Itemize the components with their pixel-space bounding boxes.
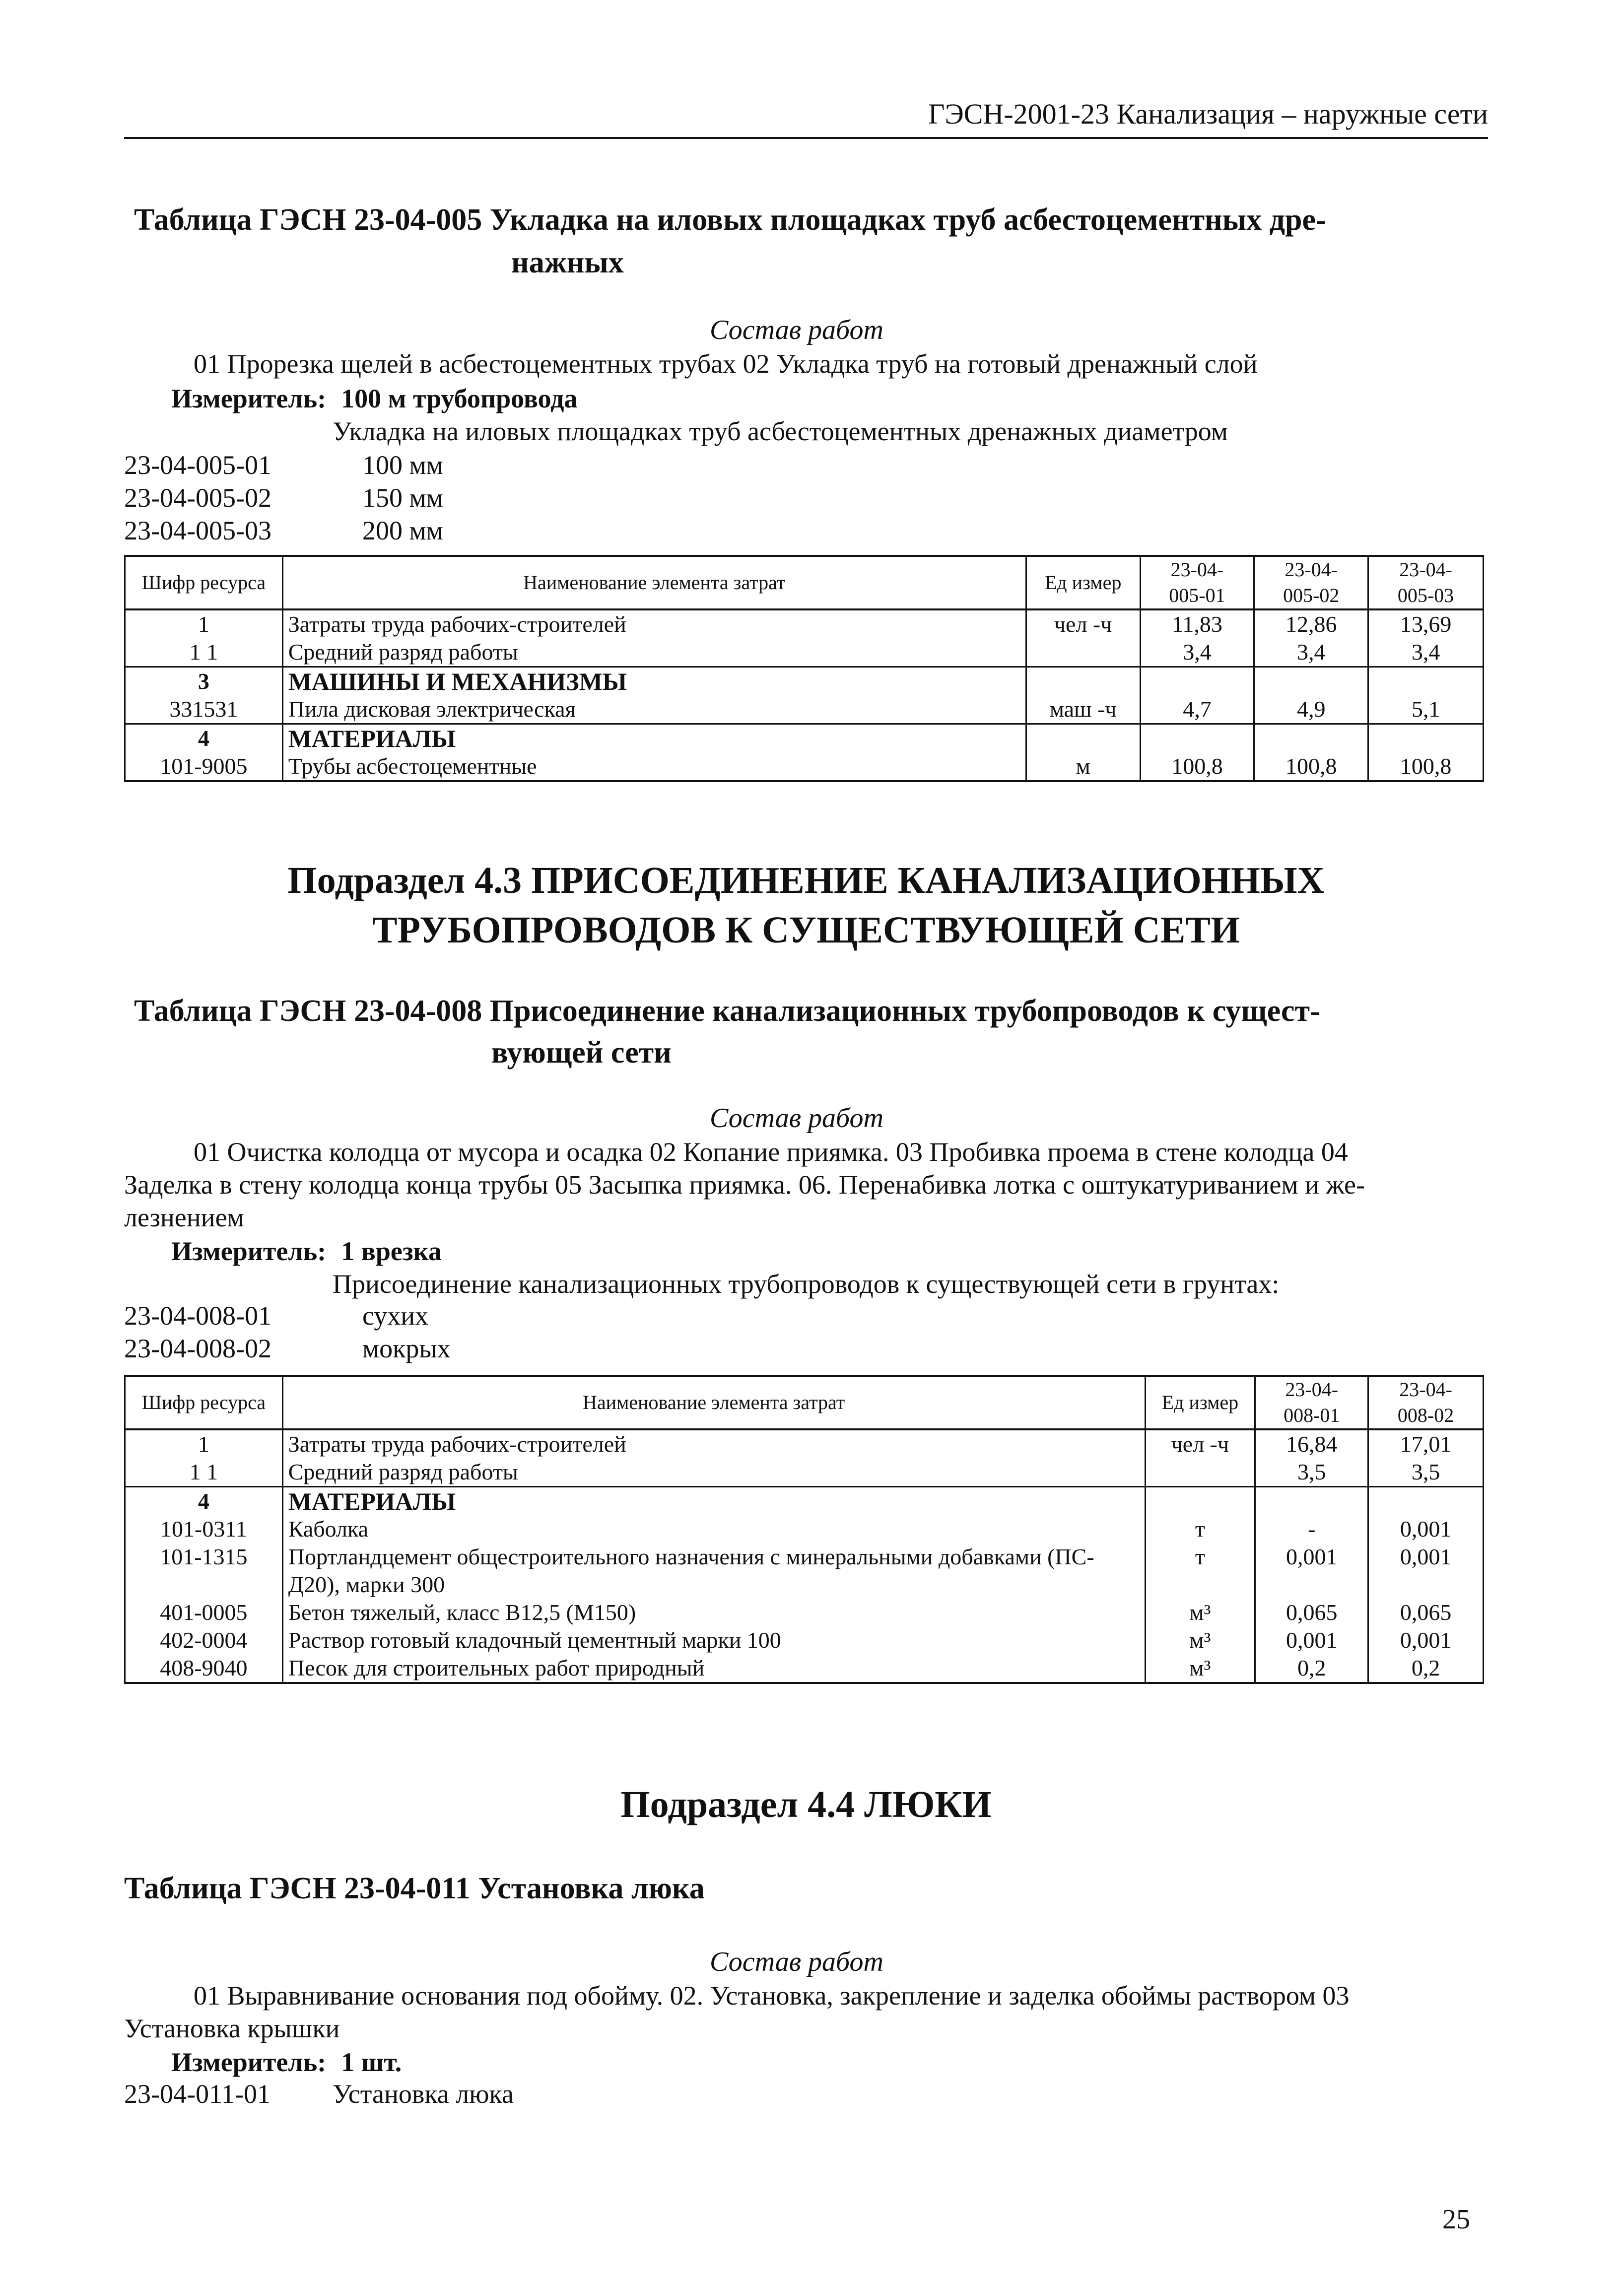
cell-value: 0,2 xyxy=(1255,1654,1368,1683)
variant-group-title: Присоединение канализационных трубопроводов к существующей сети в грунтах: xyxy=(333,1269,1280,1299)
cell-code: 408-9040 xyxy=(125,1654,283,1683)
cell-name: Раствор готовый кладочный цементный марки 100 xyxy=(282,1626,1145,1654)
cell-name: Каболка xyxy=(282,1515,1145,1543)
measurer-value: 1 врезка xyxy=(341,1236,442,1266)
cell-name: Пила дисковая электрическая xyxy=(282,695,1026,724)
cell-value: 0,2 xyxy=(1368,1654,1484,1683)
variant-group-title: Укладка на иловых площадках труб асбестоцементных дренажных диаметром xyxy=(333,416,1228,446)
measurer xyxy=(171,1234,442,1269)
cell-value: 0,065 xyxy=(1255,1599,1368,1626)
variant-code: 23-04-008-01 xyxy=(124,1301,271,1331)
cell-value xyxy=(1254,667,1368,696)
cell-unit: чел -ч xyxy=(1026,609,1140,638)
cell-name: Средний разряд работы xyxy=(282,1458,1145,1487)
measurer xyxy=(171,2045,402,2080)
cell-unit: м xyxy=(1026,752,1140,781)
col-header-code: Шифр ресурса xyxy=(125,556,283,609)
col-header-variant-3: 23-04- 005-03 xyxy=(1368,556,1484,609)
variant-text: мокрых xyxy=(362,1334,451,1363)
cell-value: 0,001 xyxy=(1368,1515,1484,1543)
measurer xyxy=(171,381,577,416)
variant-code: 23-04-005-02 xyxy=(124,483,271,513)
variant-code: 23-04-011-01 xyxy=(124,2079,271,2109)
cell-value: 3,4 xyxy=(1140,638,1254,667)
variant-code: 23-04-005-01 xyxy=(124,450,271,480)
cell-value: 0,001 xyxy=(1368,1543,1484,1599)
cell-unit xyxy=(1145,1458,1255,1487)
col-header-variant-2: 23-04- 005-02 xyxy=(1254,556,1368,609)
cell-code: 401-0005 xyxy=(125,1599,283,1626)
variant-text: 150 мм xyxy=(362,483,443,513)
works-list-line: лезнением xyxy=(124,1203,244,1232)
cell-code: 4 xyxy=(125,1487,283,1516)
works-composition-label: Состав работ xyxy=(710,1103,883,1134)
resource-table-008 xyxy=(124,1375,1484,1684)
cell-value: 13,69 xyxy=(1368,609,1484,638)
col-header-name: Наименование элемента затрат xyxy=(282,556,1026,609)
table-title-011: Таблица ГЭСН 23-04-011 Установка люка xyxy=(124,1872,705,1905)
table-row xyxy=(125,1458,1484,1487)
cell-unit: т xyxy=(1145,1515,1255,1543)
resource-table-005 xyxy=(124,555,1484,782)
cell-code: 1 1 xyxy=(125,1458,283,1487)
cell-value: 3,4 xyxy=(1254,638,1368,667)
cell-name: Песок для строительных работ природный xyxy=(282,1654,1145,1683)
cell-value: 16,84 xyxy=(1255,1429,1368,1458)
cell-code: 331531 xyxy=(125,695,283,724)
table-title-005-line2: нажных xyxy=(511,246,624,279)
cell-name: Трубы асбестоцементные xyxy=(282,752,1026,781)
cell-value xyxy=(1254,724,1368,753)
table-row xyxy=(125,1543,1484,1599)
cell-value: 17,01 xyxy=(1368,1429,1484,1458)
cell-value xyxy=(1255,1487,1368,1516)
col-header-unit: Ед измер xyxy=(1026,556,1140,609)
col-header-variant-1: 23-04- 008-01 xyxy=(1255,1376,1368,1429)
cell-unit xyxy=(1026,667,1140,696)
cell-code: 1 1 xyxy=(125,638,283,667)
variant-text: сухих xyxy=(362,1301,429,1331)
cell-value xyxy=(1140,667,1254,696)
table-row xyxy=(125,1429,1484,1458)
cell-unit: м³ xyxy=(1145,1599,1255,1626)
works-list-line: Установка крышки xyxy=(124,2014,340,2043)
table-row xyxy=(125,1487,1484,1516)
cell-value: 0,001 xyxy=(1255,1626,1368,1654)
cell-value: 11,83 xyxy=(1140,609,1254,638)
cell-unit: чел -ч xyxy=(1145,1429,1255,1458)
measurer-label: Измеритель: xyxy=(171,1236,327,1266)
table-title-008-line2: вующей сети xyxy=(491,1036,672,1070)
cell-value: 3,5 xyxy=(1368,1458,1484,1487)
cell-name: Бетон тяжелый, класс В12,5 (М150) xyxy=(282,1599,1145,1626)
col-header-unit: Ед измер xyxy=(1145,1376,1255,1429)
cell-unit: м³ xyxy=(1145,1654,1255,1683)
table-row xyxy=(125,1599,1484,1626)
cell-value: 5,1 xyxy=(1368,695,1484,724)
cell-unit xyxy=(1026,638,1140,667)
cell-name: Портландцемент общестроительного назначения с минеральными добавками (ПС-Д20), марки 300 xyxy=(282,1543,1145,1599)
cell-value: 100,8 xyxy=(1140,752,1254,781)
cell-group-name: МАТЕРИАЛЫ xyxy=(282,724,1026,753)
variant-text: 200 мм xyxy=(362,516,443,545)
table-row xyxy=(125,1654,1484,1683)
cell-code: 101-0311 xyxy=(125,1515,283,1543)
measurer-value: 100 м трубопровода xyxy=(341,384,578,413)
table-row xyxy=(125,638,1484,667)
cell-name: Затраты труда рабочих-строителей xyxy=(282,1429,1145,1458)
cell-value: 100,8 xyxy=(1254,752,1368,781)
cell-code: 101-1315 xyxy=(125,1543,283,1599)
table-title-008-line1: Таблица ГЭСН 23-04-008 Присоединение канализационных трубопроводов к сущест- xyxy=(134,994,1320,1028)
works-list: 01 Прорезка щелей в асбестоцементных трубах 02 Укладка труб на готовый дренажный слой xyxy=(194,349,1258,379)
cell-code: 402-0004 xyxy=(125,1626,283,1654)
table-row xyxy=(125,667,1484,696)
cell-group-name: МАТЕРИАЛЫ xyxy=(282,1487,1145,1516)
subsection-title: Подраздел 4.4 ЛЮКИ xyxy=(620,1784,992,1825)
works-composition-label: Состав работ xyxy=(710,315,883,345)
col-header-code: Шифр ресурса xyxy=(125,1376,283,1429)
measurer-label: Измеритель: xyxy=(171,384,327,413)
cell-value: 3,5 xyxy=(1255,1458,1368,1487)
table-row xyxy=(125,695,1484,724)
cell-unit xyxy=(1026,724,1140,753)
cell-value xyxy=(1368,1487,1484,1516)
cell-value: 3,4 xyxy=(1368,638,1484,667)
cell-value: 100,8 xyxy=(1368,752,1484,781)
cell-code: 4 xyxy=(125,724,283,753)
cell-value: 4,9 xyxy=(1254,695,1368,724)
works-list-line: Заделка в стену колодца конца трубы 05 Засыпка приямка. 06. Перенабивка лотка с оштукатуриванием и же- xyxy=(124,1170,1365,1200)
cell-value: 0,065 xyxy=(1368,1599,1484,1626)
variant-text: 100 мм xyxy=(362,450,443,480)
cell-code: 1 xyxy=(125,609,283,638)
subsection-title-line1: Подраздел 4.3 ПРИСОЕДИНЕНИЕ КАНАЛИЗАЦИОННЫХ xyxy=(287,860,1325,901)
cell-value: 4,7 xyxy=(1140,695,1254,724)
col-header-variant-2: 23-04- 008-02 xyxy=(1368,1376,1484,1429)
cell-unit: м³ xyxy=(1145,1626,1255,1654)
table-row xyxy=(125,752,1484,781)
subsection-title-line2: ТРУБОПРОВОДОВ К СУЩЕСТВУЮЩЕЙ СЕТИ xyxy=(372,909,1240,951)
table-row xyxy=(125,1515,1484,1543)
works-list-line: 01 Выравнивание основания под обойму. 02. Установка, закрепление и заделка обоймы раствором 03 xyxy=(194,1981,1350,2011)
cell-name: Средний разряд работы xyxy=(282,638,1026,667)
cell-code: 1 xyxy=(125,1429,283,1458)
cell-value xyxy=(1140,724,1254,753)
cell-unit: маш -ч xyxy=(1026,695,1140,724)
table-row xyxy=(125,1626,1484,1654)
cell-value: 0,001 xyxy=(1255,1543,1368,1599)
page-number: 25 xyxy=(1442,2204,1470,2235)
cell-value: 0,001 xyxy=(1368,1626,1484,1654)
table-row xyxy=(125,724,1484,753)
cell-unit xyxy=(1145,1487,1255,1516)
cell-value: - xyxy=(1255,1515,1368,1543)
variant-code: 23-04-008-02 xyxy=(124,1334,271,1363)
variant-code: 23-04-005-03 xyxy=(124,516,271,545)
cell-unit: т xyxy=(1145,1543,1255,1599)
running-header: ГЭСН-2001-23 Канализация – наружные сети xyxy=(124,94,1488,139)
col-header-name: Наименование элемента затрат xyxy=(282,1376,1145,1429)
works-composition-label: Состав работ xyxy=(710,1947,883,1977)
works-list-line: 01 Очистка колодца от мусора и осадка 02 Копание приямка. 03 Пробивка проема в стене колодца 04 xyxy=(194,1137,1348,1167)
measurer-label: Измеритель: xyxy=(171,2047,327,2077)
cell-code: 101-9005 xyxy=(125,752,283,781)
cell-value: 12,86 xyxy=(1254,609,1368,638)
table-row xyxy=(125,609,1484,638)
cell-name: Затраты труда рабочих-строителей xyxy=(282,609,1026,638)
cell-group-name: МАШИНЫ И МЕХАНИЗМЫ xyxy=(282,667,1026,696)
cell-code: 3 xyxy=(125,667,283,696)
cell-value xyxy=(1368,724,1484,753)
col-header-variant-1: 23-04- 005-01 xyxy=(1140,556,1254,609)
measurer-value: 1 шт. xyxy=(341,2047,402,2077)
cell-value xyxy=(1368,667,1484,696)
table-title-005-line1: Таблица ГЭСН 23-04-005 Укладка на иловых площадках труб асбестоцементных дре- xyxy=(134,203,1326,237)
variant-text: Установка люка xyxy=(333,2079,514,2109)
